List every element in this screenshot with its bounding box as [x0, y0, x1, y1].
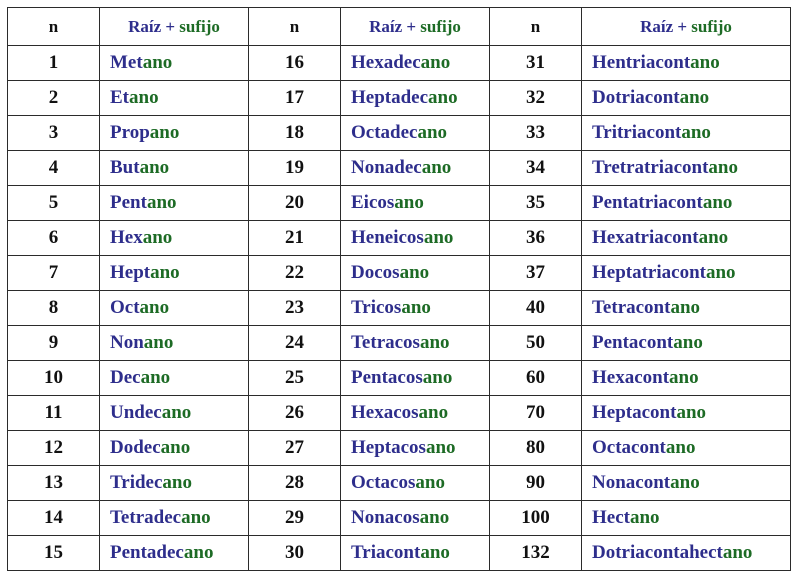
carbon-count: 9	[8, 326, 100, 361]
table-row	[8, 501, 791, 536]
name-root: Hexatriacont	[592, 227, 699, 248]
name-root: Pentacont	[592, 332, 674, 353]
alkane-name	[100, 291, 249, 326]
alkane-name	[582, 256, 791, 291]
carbon-count: 60	[490, 361, 582, 396]
carbon-count: 90	[490, 466, 582, 501]
name-root: Dotriacont	[592, 87, 680, 108]
alkane-name	[341, 186, 490, 221]
alkane-name	[582, 431, 791, 466]
alkane-name	[100, 116, 249, 151]
alkane-name	[341, 466, 490, 501]
name-root: Pent	[110, 192, 147, 213]
alkane-name	[100, 221, 249, 256]
table-header	[8, 8, 791, 46]
carbon-count: 30	[249, 536, 341, 571]
name-suffix: ano	[418, 402, 449, 423]
name-suffix: ano	[143, 332, 174, 353]
name-root: Triacont	[351, 542, 421, 563]
carbon-count: 10	[8, 361, 100, 396]
name-suffix: ano	[670, 297, 701, 318]
carbon-count: 2	[8, 81, 100, 116]
name-suffix: ano	[665, 437, 696, 458]
name-root: Eicos	[351, 192, 395, 213]
alkane-name	[582, 501, 791, 536]
name-suffix: ano	[690, 52, 720, 73]
name-suffix: ano	[681, 122, 711, 143]
table-row	[8, 536, 791, 571]
name-root: Tridec	[110, 472, 163, 493]
carbon-count: 6	[8, 221, 100, 256]
name-root: Hentriacont	[592, 52, 691, 73]
carbon-count: 132	[490, 536, 582, 571]
alkane-name	[582, 46, 791, 81]
carbon-count: 28	[249, 466, 341, 501]
carbon-count: 26	[249, 396, 341, 431]
name-suffix: ano	[129, 87, 159, 108]
alkane-name	[582, 116, 791, 151]
carbon-count: 7	[8, 256, 100, 291]
table-row	[8, 396, 791, 431]
name-root: Heptadec	[351, 87, 429, 108]
table-row	[8, 431, 791, 466]
name-root: Hexadec	[351, 52, 421, 73]
header-row	[8, 8, 791, 46]
alkane-name	[100, 396, 249, 431]
carbon-count: 1	[8, 46, 100, 81]
carbon-count: 12	[8, 431, 100, 466]
name-suffix: ano	[139, 297, 170, 318]
name-root: Docos	[351, 262, 400, 283]
alkane-name	[100, 46, 249, 81]
carbon-count: 33	[490, 116, 582, 151]
table-row	[8, 46, 791, 81]
name-suffix: ano	[394, 192, 424, 213]
carbon-count: 35	[490, 186, 582, 221]
carbon-count: 8	[8, 291, 100, 326]
name-suffix: ano	[142, 52, 173, 73]
alkane-name	[100, 326, 249, 361]
name-root: Heneicos	[351, 227, 424, 248]
name-root: Hect	[592, 507, 630, 528]
alkane-nomenclature-table	[7, 7, 791, 571]
name-root: Octacont	[592, 437, 666, 458]
name-root: Dotriacontahect	[592, 542, 723, 563]
name-suffix: ano	[679, 87, 710, 108]
carbon-count: 100	[490, 501, 582, 536]
header-root-suffix: Raíz + sufijo	[100, 8, 249, 46]
table-body	[8, 46, 791, 571]
carbon-count: 24	[249, 326, 341, 361]
name-suffix: ano	[629, 507, 660, 528]
name-suffix: ano	[161, 402, 192, 423]
carbon-count: 25	[249, 361, 341, 396]
carbon-count: 70	[490, 396, 582, 431]
name-root: Hept	[110, 262, 151, 283]
name-suffix: ano	[401, 297, 431, 318]
alkane-name	[341, 221, 490, 256]
carbon-count: 80	[490, 431, 582, 466]
name-suffix: ano	[183, 542, 214, 563]
table-row	[8, 256, 791, 291]
name-root: Heptacont	[592, 402, 677, 423]
name-root: Nonadec	[351, 157, 422, 178]
name-suffix: ano	[181, 507, 211, 528]
name-suffix: ano	[419, 332, 450, 353]
carbon-count: 16	[249, 46, 341, 81]
name-root: Pentatriacont	[592, 192, 703, 213]
alkane-name	[100, 466, 249, 501]
name-root: Tritriacont	[592, 122, 682, 143]
alkane-name	[582, 186, 791, 221]
name-suffix: ano	[705, 262, 736, 283]
carbon-count: 34	[490, 151, 582, 186]
name-root: Et	[110, 87, 129, 108]
name-root: Undec	[110, 402, 162, 423]
carbon-count: 4	[8, 151, 100, 186]
name-root: Heptacos	[351, 437, 426, 458]
name-root: Tetracont	[592, 297, 671, 318]
name-suffix: ano	[698, 227, 729, 248]
alkane-name	[100, 361, 249, 396]
alkane-name	[341, 536, 490, 571]
name-root: Tricos	[351, 297, 402, 318]
alkane-name	[100, 151, 249, 186]
header-root-suffix: Raíz + sufijo	[582, 8, 791, 46]
table-row	[8, 221, 791, 256]
name-suffix: ano	[676, 402, 707, 423]
carbon-count: 37	[490, 256, 582, 291]
header-n: n	[8, 8, 100, 46]
name-suffix: ano	[669, 367, 699, 388]
name-suffix: ano	[399, 262, 430, 283]
name-suffix: ano	[140, 367, 171, 388]
name-root: Hexacont	[592, 367, 670, 388]
name-root: Pentadec	[110, 542, 184, 563]
alkane-name	[582, 221, 791, 256]
name-root: Heptatriacont	[592, 262, 706, 283]
name-suffix: ano	[425, 437, 456, 458]
carbon-count: 17	[249, 81, 341, 116]
alkane-name	[582, 466, 791, 501]
table-row	[8, 361, 791, 396]
table-row	[8, 151, 791, 186]
alkane-name	[341, 46, 490, 81]
carbon-count: 18	[249, 116, 341, 151]
name-root: Tetradec	[110, 507, 182, 528]
name-root: Octacos	[351, 472, 416, 493]
carbon-count: 50	[490, 326, 582, 361]
header-root-suffix: Raíz + sufijo	[341, 8, 490, 46]
name-root: Oct	[110, 297, 140, 318]
carbon-count: 15	[8, 536, 100, 571]
alkane-name	[341, 81, 490, 116]
name-suffix: ano	[420, 52, 451, 73]
carbon-count: 21	[249, 221, 341, 256]
name-suffix: ano	[142, 227, 173, 248]
alkane-name	[341, 116, 490, 151]
carbon-count: 23	[249, 291, 341, 326]
carbon-count: 27	[249, 431, 341, 466]
name-root: Pentacos	[351, 367, 423, 388]
name-suffix: ano	[160, 437, 191, 458]
name-root: Octadec	[351, 122, 418, 143]
table-row	[8, 326, 791, 361]
alkane-name	[341, 256, 490, 291]
name-suffix: ano	[150, 262, 180, 283]
alkane-name	[100, 536, 249, 571]
carbon-count: 13	[8, 466, 100, 501]
carbon-count: 11	[8, 396, 100, 431]
alkane-name	[582, 361, 791, 396]
carbon-count: 31	[490, 46, 582, 81]
name-suffix: ano	[162, 472, 192, 493]
name-suffix: ano	[417, 122, 448, 143]
carbon-count: 14	[8, 501, 100, 536]
alkane-name	[100, 256, 249, 291]
table-row	[8, 291, 791, 326]
table-row	[8, 186, 791, 221]
alkane-name	[341, 326, 490, 361]
alkane-name	[341, 151, 490, 186]
name-root: Nonacos	[351, 507, 420, 528]
carbon-count: 36	[490, 221, 582, 256]
name-root: Prop	[110, 122, 150, 143]
name-suffix: ano	[428, 87, 458, 108]
name-suffix: ano	[702, 192, 733, 213]
name-suffix: ano	[149, 122, 180, 143]
alkane-name	[100, 501, 249, 536]
alkane-name	[582, 151, 791, 186]
alkane-name	[100, 81, 249, 116]
alkane-name	[341, 501, 490, 536]
name-suffix: ano	[708, 157, 738, 178]
name-suffix: ano	[422, 367, 453, 388]
name-root: Dec	[110, 367, 141, 388]
name-suffix: ano	[421, 157, 452, 178]
name-root: Hex	[110, 227, 143, 248]
name-suffix: ano	[722, 542, 753, 563]
table-row	[8, 81, 791, 116]
name-suffix: ano	[670, 472, 700, 493]
carbon-count: 19	[249, 151, 341, 186]
name-suffix: ano	[415, 472, 445, 493]
name-root: Nonacont	[592, 472, 671, 493]
name-root: Hexacos	[351, 402, 419, 423]
header-n: n	[490, 8, 582, 46]
name-suffix: ano	[146, 192, 177, 213]
name-root: Dodec	[110, 437, 161, 458]
header-n: n	[249, 8, 341, 46]
alkane-name	[341, 396, 490, 431]
name-root: Tetracos	[351, 332, 420, 353]
alkane-name	[582, 291, 791, 326]
carbon-count: 3	[8, 116, 100, 151]
name-suffix: ano	[673, 332, 703, 353]
name-suffix: ano	[139, 157, 170, 178]
table-row	[8, 466, 791, 501]
alkane-name	[582, 396, 791, 431]
carbon-count: 22	[249, 256, 341, 291]
alkane-name	[100, 431, 249, 466]
name-suffix: ano	[419, 507, 450, 528]
alkane-name	[582, 536, 791, 571]
alkane-name	[100, 186, 249, 221]
name-suffix: ano	[420, 542, 450, 563]
table-row	[8, 116, 791, 151]
alkane-name	[582, 81, 791, 116]
alkane-name	[341, 431, 490, 466]
carbon-count: 40	[490, 291, 582, 326]
carbon-count: 20	[249, 186, 341, 221]
name-suffix: ano	[423, 227, 454, 248]
name-root: But	[110, 157, 140, 178]
carbon-count: 5	[8, 186, 100, 221]
alkane-name	[341, 361, 490, 396]
carbon-count: 32	[490, 81, 582, 116]
carbon-count: 29	[249, 501, 341, 536]
alkane-name	[341, 291, 490, 326]
name-root: Non	[110, 332, 144, 353]
name-root: Tretratriacont	[592, 157, 709, 178]
alkane-name	[582, 326, 791, 361]
name-root: Met	[110, 52, 143, 73]
